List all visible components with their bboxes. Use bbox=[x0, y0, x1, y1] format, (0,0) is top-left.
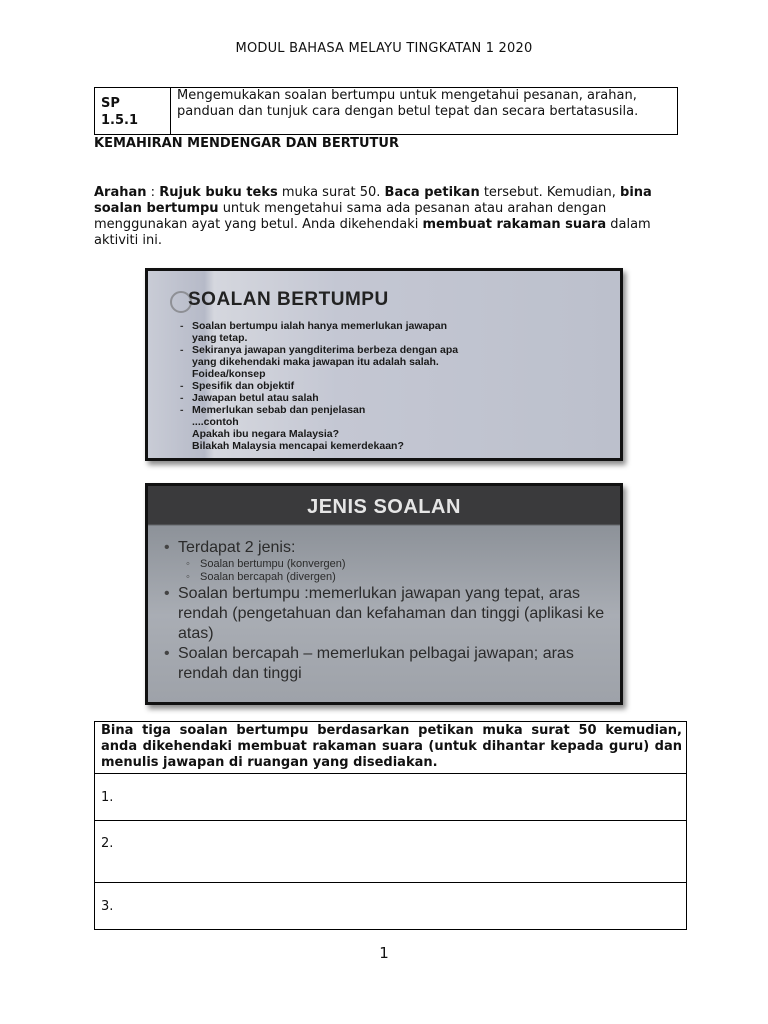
answer-number: 3. bbox=[101, 899, 114, 914]
page-header: MODUL BAHASA MELAYU TINGKATAN 1 2020 bbox=[235, 41, 533, 56]
standard-table bbox=[94, 87, 678, 135]
answer-row-2[interactable] bbox=[95, 820, 686, 882]
instruction-build: bina soalan bertumpu bbox=[94, 185, 652, 216]
standard-description: Mengemukakan soalan bertumpu untuk mengetahui pesanan, arahan, panduan dan tunjuk cara dengan betul tepat dan secara bertatasusila. bbox=[177, 88, 639, 119]
slide1-item: Foidea/konsep bbox=[192, 368, 266, 380]
task-table bbox=[94, 721, 687, 930]
answer-number: 2. bbox=[101, 836, 114, 851]
slide2-line: • Terdapat 2 jenis: bbox=[164, 538, 614, 558]
page-number: 1 bbox=[379, 944, 389, 962]
slide1-item: - Memerlukan sebab dan penjelasan bbox=[180, 404, 592, 416]
slide1-item: - Jawapan betul atau salah bbox=[180, 392, 592, 404]
slide2-line: • Soalan bertumpu :memerlukan jawapan yang tepat, aras rendah (pengetahuan dan kefahaman dan tinggi (aplikasi ke atas) bbox=[164, 584, 614, 644]
section-title: KEMAHIRAN MENDENGAR DAN BERTUTUR bbox=[94, 136, 399, 151]
instruction-text-3: untuk mengetahui sama ada pesanan atau arahan dengan menggunakan ayat yang betul. Anda dikehendaki bbox=[94, 201, 607, 232]
slide1-item: yang dikehendaki maka jawapan itu adalah salah. bbox=[192, 356, 439, 368]
slide1-item: Apakah ibu negara Malaysia? bbox=[192, 428, 340, 440]
instruction-sep: : bbox=[146, 185, 160, 200]
slide1-item: yang tetap. bbox=[192, 332, 248, 344]
slide2-line: • Soalan bercapah – memerlukan pelbagai jawapan; aras rendah dan tinggi bbox=[164, 644, 614, 684]
answer-row-1[interactable] bbox=[95, 774, 686, 820]
task-prompt: Bina tiga soalan bertumpu berdasarkan petikan muka surat 50 kemudian, anda dikehendaki membuat rakaman suara (untuk dihantar kepada guru) dan menulis jawapan di ruangan yang disediakan. bbox=[95, 722, 686, 774]
slide2-line: ◦ Soalan bertumpu (konvergen) bbox=[164, 558, 614, 571]
instruction-textbook: Rujuk buku teks bbox=[159, 185, 278, 200]
instruction-record: membuat rakaman suara bbox=[422, 217, 607, 232]
answer-number: 1. bbox=[101, 790, 114, 805]
slide1-item: - Soalan bertumpu ialah hanya memerlukan jawapan bbox=[180, 320, 592, 332]
standard-code bbox=[95, 88, 171, 134]
slide-soalan-bertumpu bbox=[145, 268, 623, 461]
instruction-text-2: tersebut. Kemudian, bbox=[479, 185, 621, 200]
slide1-item: ....contoh bbox=[192, 416, 239, 428]
slide1-item: - Spesifik dan objektif bbox=[180, 380, 592, 392]
standard-code-number: 1.5.1 bbox=[101, 113, 139, 128]
slide1-title: SOALAN BERTUMPU bbox=[188, 289, 389, 310]
instruction-label: Arahan bbox=[94, 185, 147, 200]
instruction-text-4: dalam aktiviti ini. bbox=[94, 217, 651, 248]
instruction-text-1: muka surat 50. bbox=[277, 185, 385, 200]
slide-jenis-soalan bbox=[145, 483, 623, 705]
standard-code-label: SP bbox=[101, 96, 120, 111]
slide1-item: Bilakah Malaysia mencapai kemerdekaan? bbox=[192, 440, 404, 452]
instruction-read: Baca petikan bbox=[384, 185, 480, 200]
slide1-item: - Sekiranya jawapan yangditerima berbeza dengan apa bbox=[180, 344, 592, 356]
slide2-body bbox=[164, 538, 614, 684]
answer-row-3[interactable] bbox=[95, 882, 686, 929]
instruction-paragraph bbox=[94, 185, 678, 249]
slide1-list bbox=[180, 320, 592, 452]
slide2-title: JENIS SOALAN bbox=[307, 496, 461, 518]
slide2-line: ◦ Soalan bercapah (divergen) bbox=[164, 571, 614, 584]
